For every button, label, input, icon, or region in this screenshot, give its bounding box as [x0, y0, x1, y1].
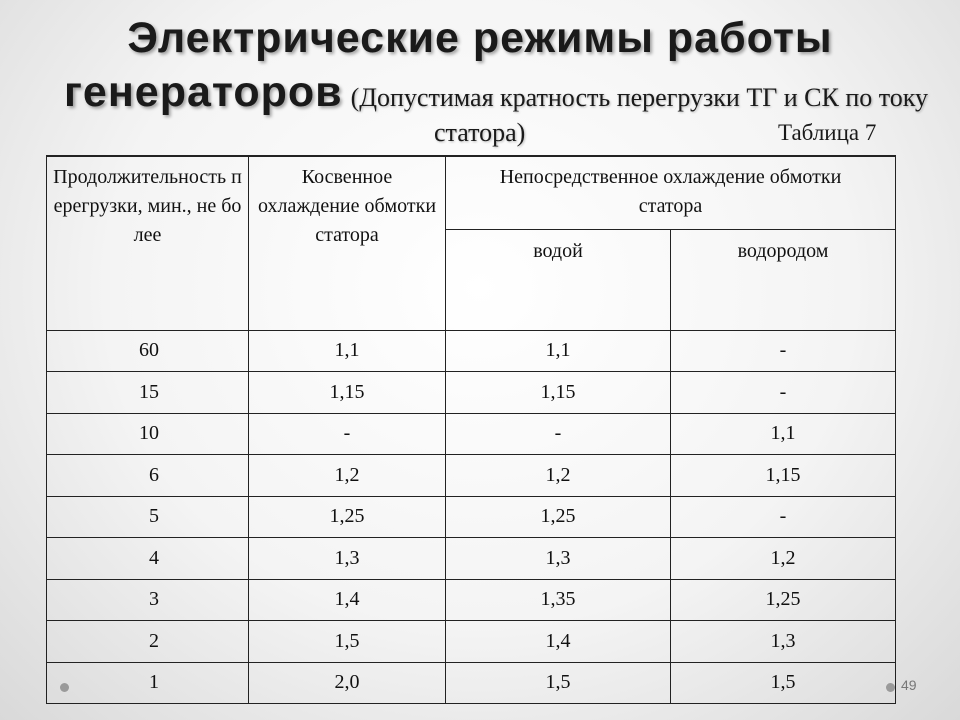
cell-duration: 10: [47, 413, 249, 455]
cell-water: 1,1: [446, 330, 671, 372]
cell-duration: 15: [47, 372, 249, 414]
cell-hydrogen: 1,2: [671, 538, 896, 580]
cell-water: -: [446, 413, 671, 455]
slide-title-continued: генераторов: [64, 68, 343, 116]
cell-hydrogen: 1,3: [671, 621, 896, 663]
header-indirect-cooling-text: Косвенное охлаждение обмотки статора: [257, 166, 437, 246]
table-row: [47, 579, 896, 621]
cell-indirect: 1,3: [249, 538, 446, 580]
table-row: [47, 330, 896, 372]
cell-indirect: 1,1: [249, 330, 446, 372]
cell-duration: 4: [47, 538, 249, 580]
header-hydrogen-text: водородом: [737, 239, 829, 262]
table-row: [47, 621, 896, 663]
header-direct-cooling-text: Непосредственное охлаждение обмотки статора: [499, 166, 842, 217]
cell-water: 1,4: [446, 621, 671, 663]
cell-indirect: 2,0: [249, 662, 446, 704]
table-row: [47, 662, 896, 704]
slide-subtitle-continued: статора): [434, 118, 526, 147]
cell-duration: 5: [47, 496, 249, 538]
header-direct-cooling: [446, 156, 896, 229]
header-water: [446, 229, 671, 330]
cell-hydrogen: -: [671, 496, 896, 538]
nav-dot-left: [60, 683, 69, 692]
cell-water: 1,5: [446, 662, 671, 704]
cell-indirect: 1,2: [249, 455, 446, 497]
table-row: [47, 496, 896, 538]
cell-duration: 1: [47, 662, 249, 704]
cell-indirect: 1,5: [249, 621, 446, 663]
cell-indirect: 1,4: [249, 579, 446, 621]
cell-duration: 60: [47, 330, 249, 372]
table-label: Таблица 7: [778, 120, 877, 145]
cell-duration: 6: [47, 455, 249, 497]
table-row: [47, 372, 896, 414]
cell-water: 1,25: [446, 496, 671, 538]
overload-table: [46, 155, 896, 704]
slide-number: 49: [901, 677, 917, 693]
cell-indirect: 1,15: [249, 372, 446, 414]
cell-water: 1,15: [446, 372, 671, 414]
cell-water: 1,2: [446, 455, 671, 497]
cell-hydrogen: -: [671, 330, 896, 372]
nav-dot-right: [886, 683, 895, 692]
cell-hydrogen: 1,25: [671, 579, 896, 621]
cell-water: 1,35: [446, 579, 671, 621]
cell-hydrogen: 1,5: [671, 662, 896, 704]
cell-indirect: -: [249, 413, 446, 455]
cell-indirect: 1,25: [249, 496, 446, 538]
cell-hydrogen: 1,1: [671, 413, 896, 455]
slide-title-line2: [64, 68, 928, 117]
cell-hydrogen: 1,15: [671, 455, 896, 497]
slide-subtitle: (Допустимая кратность перегрузки ТГ и СК по току: [350, 83, 929, 112]
header-water-text: водой: [533, 239, 583, 262]
header-indirect-cooling: [249, 156, 446, 330]
table-row: [47, 413, 896, 455]
slide-title: Электрические режимы работы: [127, 14, 833, 62]
cell-water: 1,3: [446, 538, 671, 580]
header-hydrogen: [671, 229, 896, 330]
table-row: [47, 538, 896, 580]
header-duration: [47, 156, 249, 330]
header-duration-text: Продолжительность перегрузки, мин., не более: [53, 166, 242, 246]
cell-hydrogen: -: [671, 372, 896, 414]
cell-duration: 3: [47, 579, 249, 621]
cell-duration: 2: [47, 621, 249, 663]
table-row: [47, 455, 896, 497]
